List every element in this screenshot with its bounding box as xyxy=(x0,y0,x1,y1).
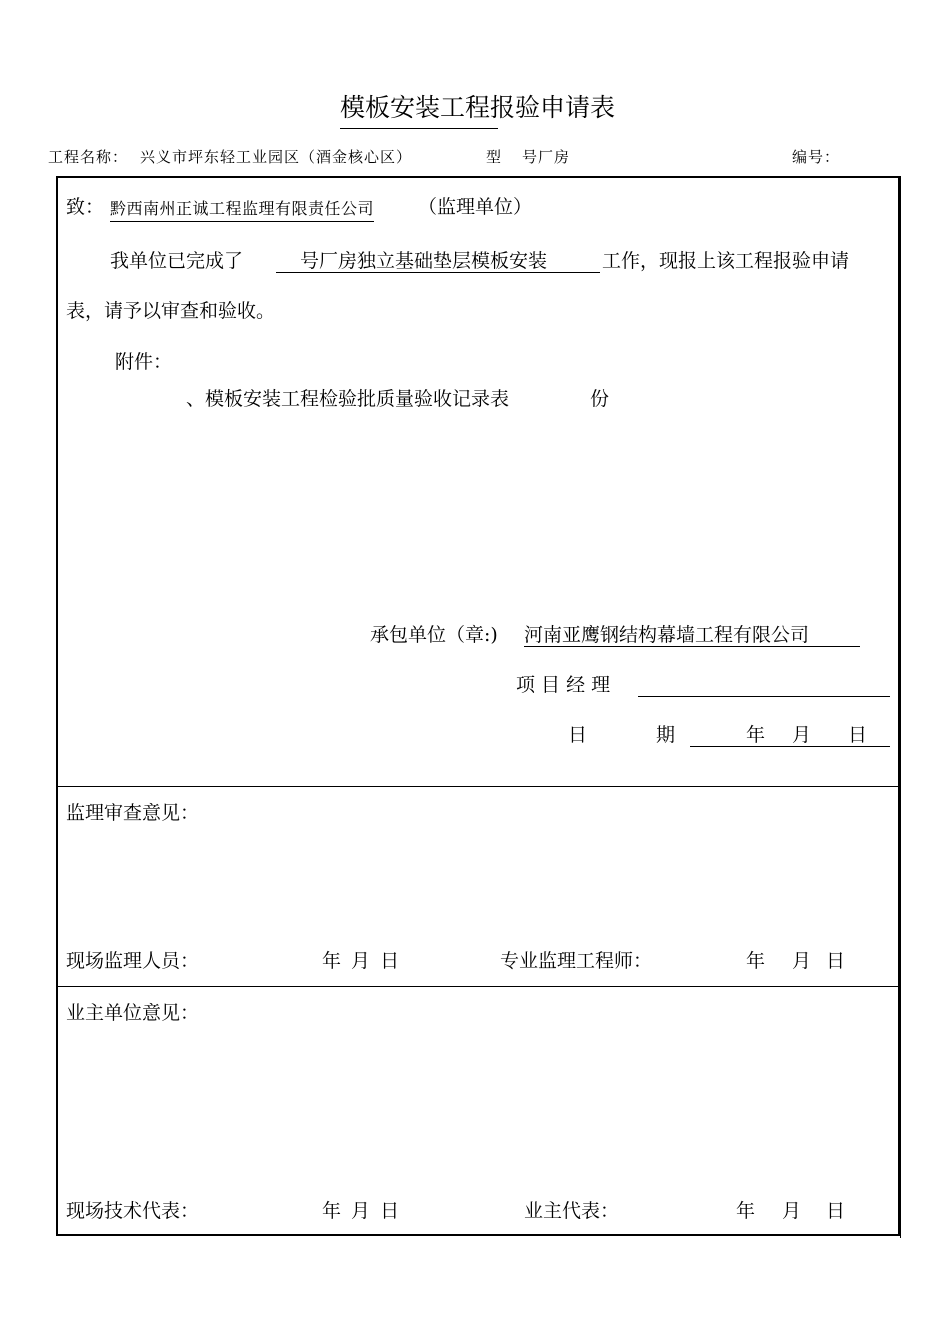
supervisor-company: 黔西南州正诚工程监理有限责任公司 xyxy=(110,196,374,222)
building-no: 号厂房 xyxy=(522,148,571,166)
engineer-year: 年 xyxy=(746,950,766,972)
engineer-month: 月 xyxy=(792,950,812,972)
body-line2: 表，请予以审查和验收。 xyxy=(66,300,276,322)
tech-rep-label: 现场技术代表： xyxy=(66,1200,200,1222)
engineer-label: 专业监理工程师： xyxy=(500,950,653,972)
onsite-supervisor-label: 现场监理人员： xyxy=(66,950,200,972)
body-suffix: 工作，现报上该工程报验申请 xyxy=(602,250,850,272)
project-name: 兴义市坪东轻工业园区（酒金核心区） xyxy=(140,148,413,166)
form-table-double-border xyxy=(900,176,904,1238)
attachment-item: 、模板安装工程检验批质量验收记录表 xyxy=(186,388,510,410)
contractor-name: 河南亚鹰钢结构幕墙工程有限公司 xyxy=(524,624,810,646)
date-underline[interactable] xyxy=(690,746,890,747)
attachment-label: 附件： xyxy=(115,351,173,373)
owner-day: 日 xyxy=(826,1200,846,1222)
tech-rep-date: 年 月 日 xyxy=(322,1200,400,1222)
contractor-underline xyxy=(524,646,860,647)
owner-month: 月 xyxy=(782,1200,802,1222)
date-label-day: 日 xyxy=(568,724,588,746)
owner-rep-label: 业主代表： xyxy=(524,1200,620,1222)
title-underline xyxy=(340,128,498,129)
section-divider-2 xyxy=(56,986,900,987)
body-prefix: 我单位已完成了 xyxy=(110,250,244,272)
supervisor-suffix: （监理单位） xyxy=(418,196,533,218)
date-day: 日 xyxy=(848,724,868,746)
project-name-label: 工程名称： xyxy=(48,148,129,166)
pm-signature-line[interactable] xyxy=(638,696,890,697)
supervision-opinion-label: 监理审查意见： xyxy=(66,802,200,824)
attachment-unit: 份 xyxy=(590,388,610,410)
section-divider-1 xyxy=(56,786,900,787)
date-year: 年 xyxy=(746,724,766,746)
document-title: 模板安装工程报验申请表 xyxy=(340,93,616,122)
date-month: 月 xyxy=(792,724,812,746)
date-label-period: 期 xyxy=(656,724,676,746)
onsite-supervisor-date: 年 月 日 xyxy=(322,950,400,972)
work-item-underline xyxy=(276,272,600,273)
building-type: 型 xyxy=(486,148,503,166)
owner-opinion-label: 业主单位意见： xyxy=(66,1002,200,1024)
contractor-label: 承包单位（章:) xyxy=(370,624,498,646)
to-label: 致： xyxy=(66,196,105,218)
work-item: 号厂房独立基础垫层模板安装 xyxy=(300,250,548,272)
pm-label: 项 目 经 理 xyxy=(516,674,611,696)
serial-label: 编号： xyxy=(792,148,841,166)
form-table xyxy=(56,176,900,1236)
owner-year: 年 xyxy=(736,1200,756,1222)
engineer-day: 日 xyxy=(826,950,846,972)
